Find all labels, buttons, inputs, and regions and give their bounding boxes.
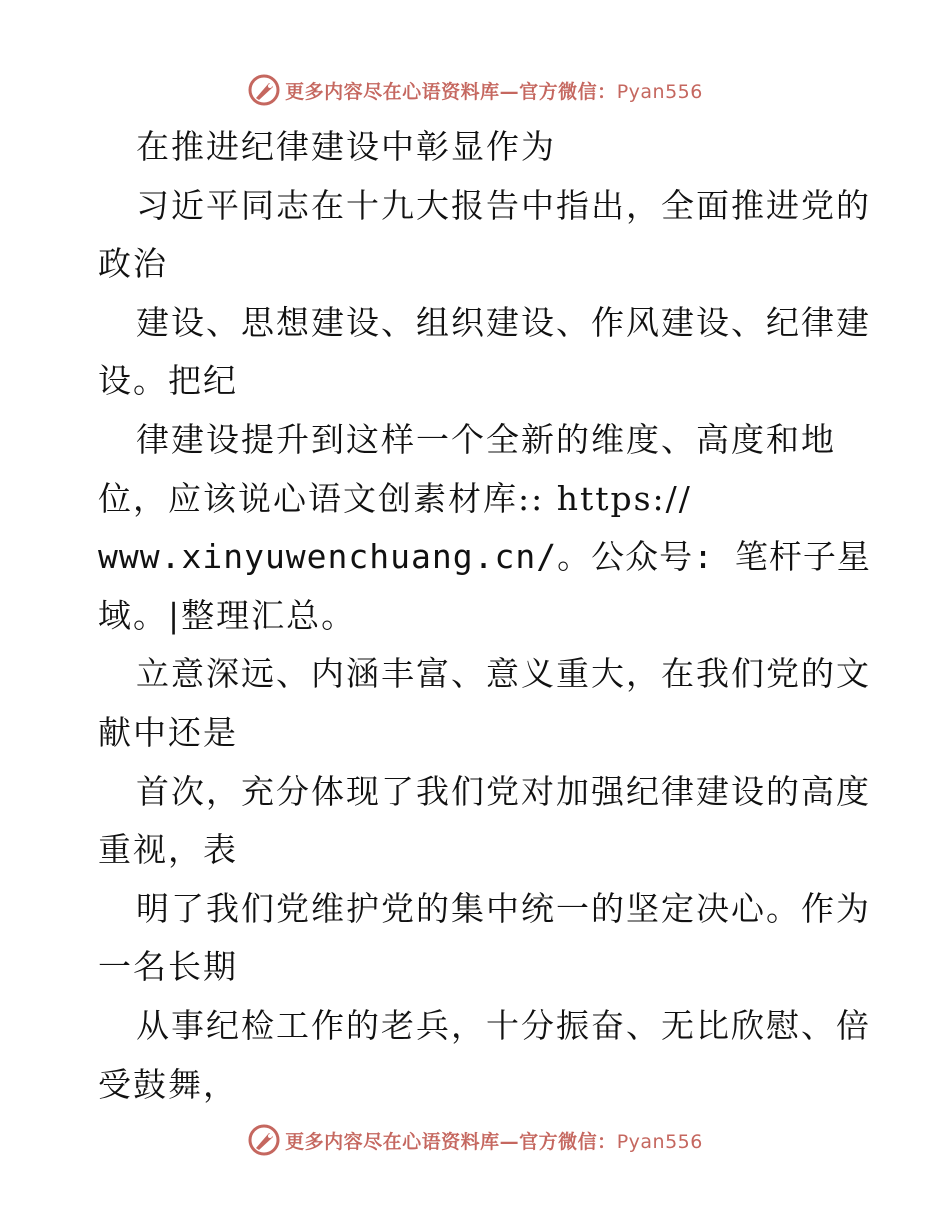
text-line: 献中还是 (98, 712, 238, 752)
text-line: 受鼓舞， (98, 1064, 238, 1104)
text-line: 设。把纪 (98, 361, 238, 401)
text-line: 首次，充分体现了我们党对加强纪律建设的高度 (136, 771, 871, 811)
text-line: 政治 (98, 244, 168, 284)
text-line: 明了我们党维护党的集中统一的坚定决心。作为 (136, 888, 871, 928)
watermark-text: 更多内容尽在心语资料库—官方微信：Pyan556 (285, 1130, 703, 1153)
text-line: 位，应该说心语文创素材库:: https:// (98, 478, 692, 518)
text-line: 重视，表 (98, 830, 238, 870)
text-line: 域。|整理汇总。 (98, 595, 357, 635)
text-line: 建设、思想建设、组织建设、作风建设、纪律建 (136, 302, 871, 342)
document-body (98, 118, 871, 1114)
text-line: 一名长期 (98, 947, 238, 987)
pen-nib-logo-icon (247, 73, 281, 107)
watermark-text: 更多内容尽在心语资料库—官方微信：Pyan556 (285, 80, 703, 103)
text-line: 律建设提升到这样一个全新的维度、高度和地 (136, 419, 836, 459)
text-line: 立意深远、内涵丰富、意义重大，在我们党的文 (136, 654, 871, 694)
header-watermark (0, 70, 950, 110)
pen-nib-logo-icon (247, 1123, 281, 1157)
text-line: 习近平同志在十九大报告中指出，全面推进党的 (136, 185, 871, 225)
document-title: 在推进纪律建设中彰显作为 (136, 127, 556, 166)
text-line: www.xinyuwenchuang.cn/。公众号: 笔杆子星 (98, 537, 871, 577)
text-line: 从事纪检工作的老兵，十分振奋、无比欣慰、倍 (136, 1005, 871, 1045)
footer-watermark (0, 1120, 950, 1160)
